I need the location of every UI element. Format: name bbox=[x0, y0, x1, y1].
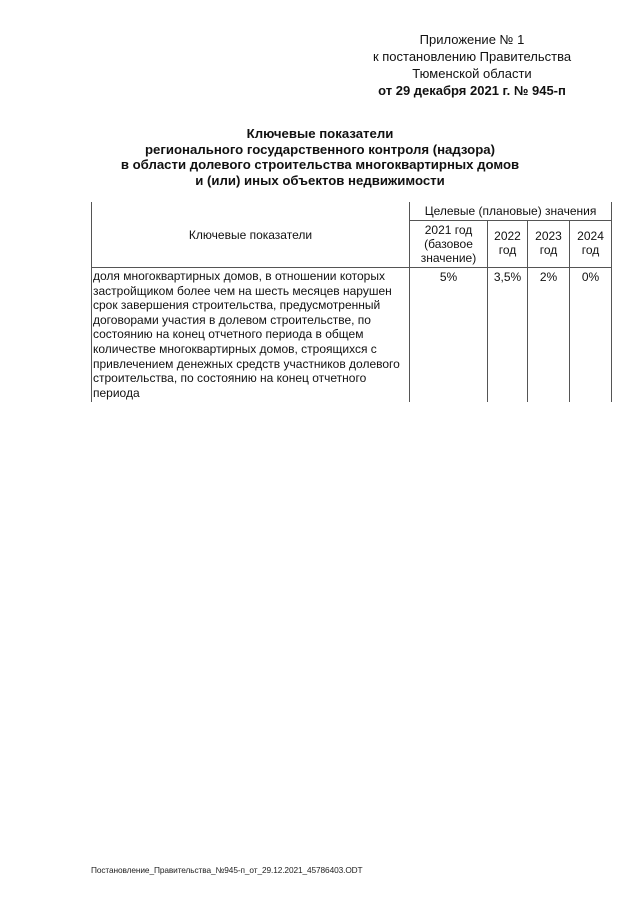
table-row bbox=[92, 268, 612, 403]
value-2023: 2% bbox=[528, 268, 570, 403]
appendix-date: от 29 декабря 2021 г. № 945-п bbox=[378, 83, 566, 98]
header-indicators: Ключевые показатели bbox=[92, 202, 410, 268]
title-line: в области долевого строительства многоквартирных домов bbox=[120, 157, 520, 173]
year-label-note: значение) bbox=[420, 251, 477, 265]
year-label: 2021 год bbox=[424, 223, 473, 237]
appendix-region: Тюменской области bbox=[412, 66, 532, 81]
value-2021: 5% bbox=[410, 268, 488, 403]
year-label-unit: год bbox=[498, 243, 517, 257]
file-footer: Постановление_Правительства_№945-п_от_29.12.2021_45786403.ODT bbox=[91, 865, 363, 875]
kpi-table bbox=[91, 202, 612, 402]
header-year-2024 bbox=[570, 221, 612, 268]
year-label: 2023 bbox=[535, 229, 562, 243]
header-target-values: Целевые (плановые) значения bbox=[410, 202, 612, 221]
title-line: Ключевые показатели bbox=[246, 126, 394, 141]
year-label-note: (базовое bbox=[424, 237, 473, 251]
appendix-header bbox=[352, 31, 592, 99]
header-year-2023 bbox=[528, 221, 570, 268]
title-line: регионального государственного контроля (надзора) bbox=[145, 141, 495, 157]
header-year-2021 bbox=[410, 221, 488, 268]
year-label-unit: год bbox=[581, 243, 600, 257]
value-2022: 3,5% bbox=[488, 268, 528, 403]
document-title bbox=[60, 126, 580, 188]
value-2024: 0% bbox=[570, 268, 612, 403]
year-label: 2024 bbox=[577, 229, 604, 243]
header-year-2022 bbox=[488, 221, 528, 268]
appendix-number: Приложение № 1 bbox=[419, 32, 525, 47]
year-label: 2022 bbox=[494, 229, 521, 243]
title-line: и (или) иных объектов недвижимости bbox=[195, 172, 445, 188]
indicator-description: доля многоквартирных домов, в отношении которых застройщиком более чем на шесть месяцев нарушен срок завершения строительства, предусмотренный договорами участия в долевом строительстве, по состоянию на конец отчетного периода в общем количестве многоквартирных домов, строящихся с привлечением денежных средств участников долевого строительства, по состоянию на конец отчетного периода bbox=[92, 268, 410, 403]
appendix-reference: к постановлению Правительства bbox=[372, 49, 572, 64]
year-label-unit: год bbox=[539, 243, 558, 257]
